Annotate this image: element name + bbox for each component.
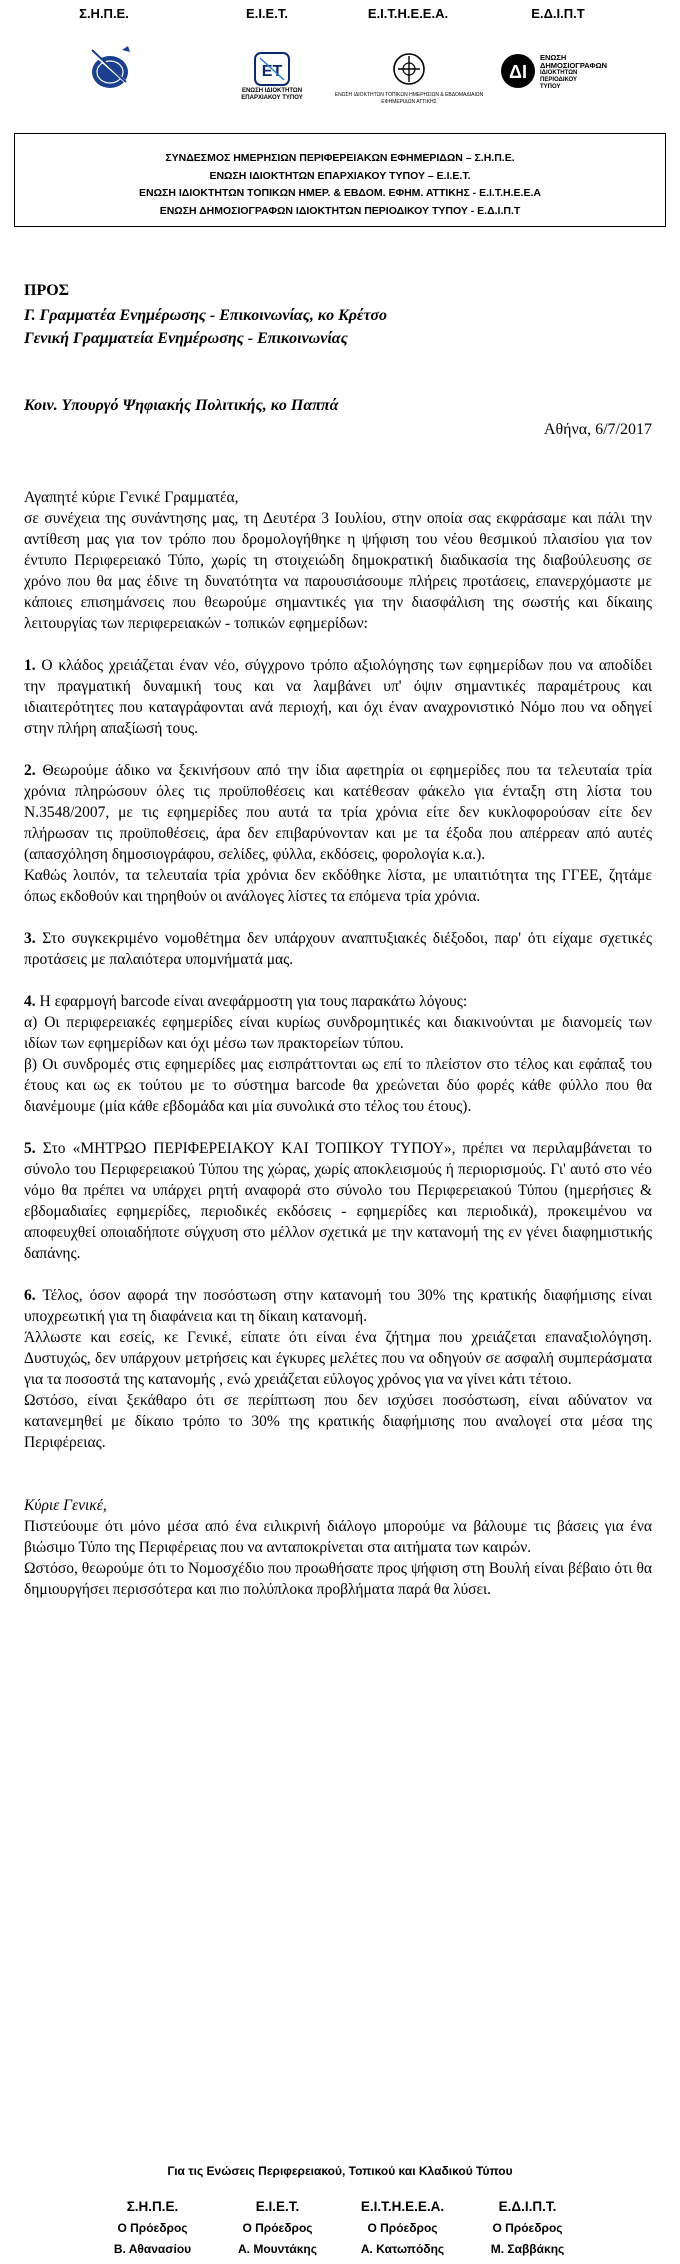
header-line-3: ΕΝΩΣΗ ΙΔΙΟΚΤΗΤΩΝ ΤΟΠΙΚΩΝ ΗΜΕΡ. & ΕΒΔΟΜ. ΕΦΗΜ. ΑΤΤΙΚΗΣ - Ε.Ι.Τ.Η.Ε.Ε.Α — [139, 187, 541, 199]
header-line-1: ΣΥΝΔΕΣΜΟΣ ΗΜΕΡΗΣΙΩΝ ΠΕΡΙΦΕΡΕΙΑΚΩΝ ΕΦΗΜΕΡΙΔΩΝ – Σ.Η.Π.Ε. — [165, 152, 515, 164]
org-abbr-edipt: Ε.Δ.Ι.Π.Τ — [531, 6, 585, 21]
to-label: ΠΡΟΣ — [24, 282, 70, 299]
signature-name-3: Α. Κατωπόδης — [360, 2241, 445, 2256]
signature-org-1: Σ.Η.Π.Ε. — [126, 2199, 179, 2214]
letter-body — [24, 487, 652, 1600]
svg-text:ΔΙ: ΔΙ — [509, 62, 527, 82]
circle-emblem-caption: ΕΝΩΣΗ ΙΔΙΟΚΤΗΤΩΝ ΤΟΠΙΚΩΝ ΗΜΕΡΗΣΙΩΝ & ΕΒΔΟΜΑΔΙΑΙΩΝ ΕΦΗΜΕΡΙΔΩΝ ΑΤΤΙΚΗΣ — [334, 92, 484, 105]
point-1 — [24, 655, 652, 739]
point-2-number: 2. — [24, 762, 36, 779]
signature-intro: Για τις Ενώσεις Περιφερειακού, Τοπικού και Κλαδικού Τύπου — [167, 2164, 513, 2178]
signature-title-1: Ο Πρόεδρος — [117, 2220, 188, 2235]
eiet-caption-1: ΕΝΩΣΗ ΙΔΙΟΚΤΗΤΩΝ — [241, 88, 303, 94]
edipt-caption-4: ΠΕΡΙΟΔΙΚΟΥ — [540, 77, 578, 83]
point-5-number: 5. — [24, 1140, 36, 1157]
closing-paragraph-1: Πιστεύουμε ότι μόνο μέσα από ένα ειλικρινή διάλογο μπορούμε να βάλουμε τις βάσεις για ένα βιώσιμο Τύπο της Περιφέρειας που να ανταποκρίνεται στα αιτήματα των καιρών. — [24, 1518, 652, 1556]
point-6-number: 6. — [24, 1287, 36, 1304]
point-2 — [24, 760, 652, 865]
point-6-text: Τέλος, όσον αφορά την ποσόστωση στην κατανομή του 30% της κρατικής διαφήμισης είναι υποχρεωτική για τη διαφάνεια και τη δίκαιη κατανομή. — [24, 1287, 652, 1325]
recipient-line-2: Γενική Γραμματεία Ενημέρωσης - Επικοινωνίας — [24, 330, 348, 347]
edipt-logo — [500, 52, 620, 95]
header-box — [14, 133, 666, 227]
signature-titles-row — [90, 2217, 590, 2238]
point-2-continuation: Καθώς λοιπόν, τα τελευταία τρία χρόνια δεν εκδόθηκε λίστα, με υπαιτιότητα της ΓΓΕΕ, ζητάμε όπως εκδοθούν και τηρηθούν οι ανάλογες λίστες τα επόμενα τρία χρόνια. — [24, 867, 652, 905]
blue-pen-globe-logo — [88, 44, 132, 97]
closing-paragraph-2: Ωστόσο, θεωρούμε ότι το Νομοσχέδιο που προωθήσατε προς ψήφιση στη Βουλή είναι βέβαιο ότι θα δημιουργήσει περισσότερα και πιο πολύπλοκα προβλήματα παρά θα λύσει. — [24, 1560, 652, 1598]
org-abbr-eitheea: Ε.Ι.Τ.Η.Ε.Ε.Α. — [367, 6, 449, 21]
signature-org-2: Ε.Ι.Ε.Τ. — [255, 2199, 300, 2214]
signature-names-row — [90, 2238, 590, 2259]
logos-row — [0, 38, 680, 118]
closing-salutation: Κύριε Γενικέ, — [24, 1497, 107, 1514]
point-4-b: β) Οι συνδρομές στις εφημερίδες μας εισπράττονται ως επί το πλείστον στο τέλος και εφάπαξ του έτους και ως εκ τούτου με το σύστημα barcode θα χρεώνεται δύο φορές κάθε φύλλο που θα διανέμουμε (μία κάθε εβδομάδα και μία συνολικά στο τέλος του έτους). — [24, 1056, 652, 1115]
org-abbr-eiet: Ε.Ι.Ε.Τ. — [246, 6, 288, 21]
point-6 — [24, 1285, 652, 1327]
point-4 — [24, 991, 652, 1012]
recipient-line-1: Γ. Γραμματέα Ενημέρωσης - Επικοινωνίας, κο Κρέτσο — [24, 307, 388, 324]
letter-date: Αθήνα, 6/7/2017 — [543, 421, 652, 438]
signature-name-2: Α. Μουντάκης — [238, 2241, 317, 2256]
point-6-continuation-1: Άλλωστε και εσείς, κε Γενικέ, είπατε ότι είναι ένα ζήτημα που χρειάζεται επαναξιολόγηση. Δυστυχώς, δεν υπάρχουν μετρήσεις και έγκυρες μελέτες που να οδηγούν σε ασφαλή συμπεράσματα για τα ποσοστά της κατανομής , ενώ χρειάζεται εύλογος χρόνος για να γίνει κάτι τέτοιο. — [24, 1329, 652, 1388]
point-6-continuation-2: Ωστόσο, είναι ξεκάθαρο ότι σε περίπτωση που δεν ισχύσει ποσόστωση, είναι αδύνατον να κατανεμηθεί με δίκαιο τρόπο το 30% της κρατικής διαφήμισης που αναλογεί στα μέσα της Περιφέρειας. — [24, 1392, 652, 1451]
point-1-number: 1. — [24, 657, 36, 674]
signature-name-1: Β. Αθανασίου — [113, 2241, 192, 2256]
eiet-logo — [241, 52, 303, 101]
point-1-text: Ο κλάδος χρειάζεται έναν νέο, σύγχρονο τρόπο αξιολόγησης των εφημερίδων που να αποδίδει την πραγματική δυναμική τους και να λαμβάνει υπ' όψιν σημαντικές παραμέτρους και ιδιαιτερότητες που καταγράφονται ανά περιοχή, και όχι έναν αναχρονιστικό Νόμο που να οδηγεί στην πλήρη απαξίωσή τους. — [24, 657, 653, 737]
edipt-caption-1: ΕΝΩΣΗ — [540, 53, 567, 62]
greeting: Αγαπητέ κύριε Γενικέ Γραμματέα, — [24, 489, 239, 506]
header-line-4: ΕΝΩΣΗ ΔΗΜΟΣΙΟΓΡΑΦΩΝ ΙΔΙΟΚΤΗΤΩΝ ΠΕΡΙΟΔΙΚΟΥ ΤΥΠΟΥ - Ε.Δ.Ι.Π.Τ — [159, 204, 521, 217]
signature-orgs-row — [90, 2196, 590, 2217]
point-4-a: α) Οι περιφερειακές εφημερίδες είναι κυρίως συνδρομητικές και διακινούνται με διανομείς των ιδίων των εφημερίδων και όχι μέσω των πρακτορείων τύπου. — [24, 1014, 652, 1052]
intro-paragraph: σε συνέχεια της συνάντησης μας, τη Δευτέρα 3 Ιουλίου, στην οποία σας εκφράσαμε και πάλι την αντίθεση μας για τον τρόπο που δρομολογήθηκε η ψήφιση του νέου θεσμικού πλαισίου για τον έντυπο Περιφερειακό Τύπο, χωρίς τη στοιχειώδη δημοκρατική διαδικασία της διαβούλευσης σε χρόνο που θα μας έδινε τη δυνατότητα να παρουσιάσουμε πλήρεις προτάσεις, επανερχόμαστε με κάποιες επισημάνσεις που θεωρούμε σημαντικές για την διασφάλιση της σωστής και δίκαιης λειτουργίας των περιφερειακών - τοπικών εφημερίδων: — [24, 510, 652, 632]
signature-table — [90, 2196, 590, 2259]
edipt-caption-2: ΔΗΜΟΣΙΟΓΡΑΦΩΝ — [540, 61, 608, 70]
point-2-text: Θεωρούμε άδικο να ξεκινήσουν από την ίδια αφετηρία οι εφημερίδες που τα τελευταία τρία χρόνια πληρώσουν όλες τις προϋποθέσεις και κατέθεσαν φάκελο για ένταξη στη λίστα του Ν.3548/2007, με τις εφημερίδες που αυτά τα τρία χρόνια είτε δεν κυκλοφορούσαν είτε δεν πλήρωσαν τις προϋποθέσεις, άρα δεν επιβαρύνονταν και με τα έξοδα που απέρρεαν από αυτές (απασχόληση δημοσιογράφου, σελίδες, φύλλα, εκδόσεις, φορολογία κ.α.). — [24, 762, 653, 863]
signature-org-4: Ε.Δ.Ι.Π.Τ. — [498, 2199, 557, 2214]
recipient-line-cc: Κοιν. Υπουργό Ψηφιακής Πολιτικής, κο Παππά — [24, 397, 339, 414]
point-3-number: 3. — [24, 930, 36, 947]
point-5 — [24, 1138, 652, 1264]
point-4-text: Η εφαρμογή barcode είναι ανεφάρμοστη για τους παρακάτω λόγους: — [39, 993, 468, 1010]
point-5-text: Στο «ΜΗΤΡΩΟ ΠΕΡΙΦΕΡΕΙΑΚΟΥ ΚΑΙ ΤΟΠΙΚΟΥ ΤΥΠΟΥ», πρέπει να περιλαμβάνεται το σύνολο του Περιφερειακού Τύπου της χώρας, χωρίς αποκλεισμούς ή περιορισμούς. Γι' αυτό στο νέο νόμο θα πρέπει να υπάρχει ρητή αναφορά στο σύνολο του Περιφερειακού Τύπου (ημερήσιες & εβδομαδιαίες εφημερίδες, περιοδικές εκδόσεις - εφημερίδες και περιοδικά), προκειμένου να αποφευχθεί οποιαδήποτε σύγχυση στο μέλλον σχετικά με την κατανομή της εν γένει διαφημιστικής δαπάνης. — [24, 1140, 653, 1262]
point-3 — [24, 928, 652, 970]
signature-title-3: Ο Πρόεδρος — [367, 2220, 438, 2235]
header-line-2: ΕΝΩΣΗ ΙΔΙΟΚΤΗΤΩΝ ΕΠΑΡΧΙΑΚΟΥ ΤΥΠΟΥ – Ε.Ι.Ε.Τ. — [209, 169, 471, 182]
svg-text:ΕΤ: ΕΤ — [261, 63, 283, 80]
edipt-caption-3: ΙΔΙΟΚΤΗΤΩΝ — [540, 70, 578, 76]
edipt-caption-5: ΤΥΠΟΥ — [540, 84, 561, 90]
eiet-caption-2: ΕΠΑΡΧΙΑΚΟΥ ΤΥΠΟΥ — [241, 95, 303, 101]
org-abbr-shpe: Σ.Η.Π.Ε. — [79, 6, 129, 21]
signature-name-4: Μ. Σαββάκης — [490, 2241, 565, 2256]
signature-org-3: Ε.Ι.Τ.Η.Ε.Ε.Α. — [360, 2199, 445, 2214]
point-4-number: 4. — [24, 993, 36, 1010]
point-3-text: Στο συγκεκριμένο νομοθέτημα δεν υπάρχουν αναπτυξιακές διέξοδοι, παρ' ότι είχαμε σχετικές προτάσεις με παλαιότερα υπομνήματά μας. — [24, 930, 653, 968]
signature-title-2: Ο Πρόεδρος — [242, 2220, 313, 2235]
signature-title-4: Ο Πρόεδρος — [492, 2220, 563, 2235]
circle-emblem-logo — [334, 52, 484, 105]
